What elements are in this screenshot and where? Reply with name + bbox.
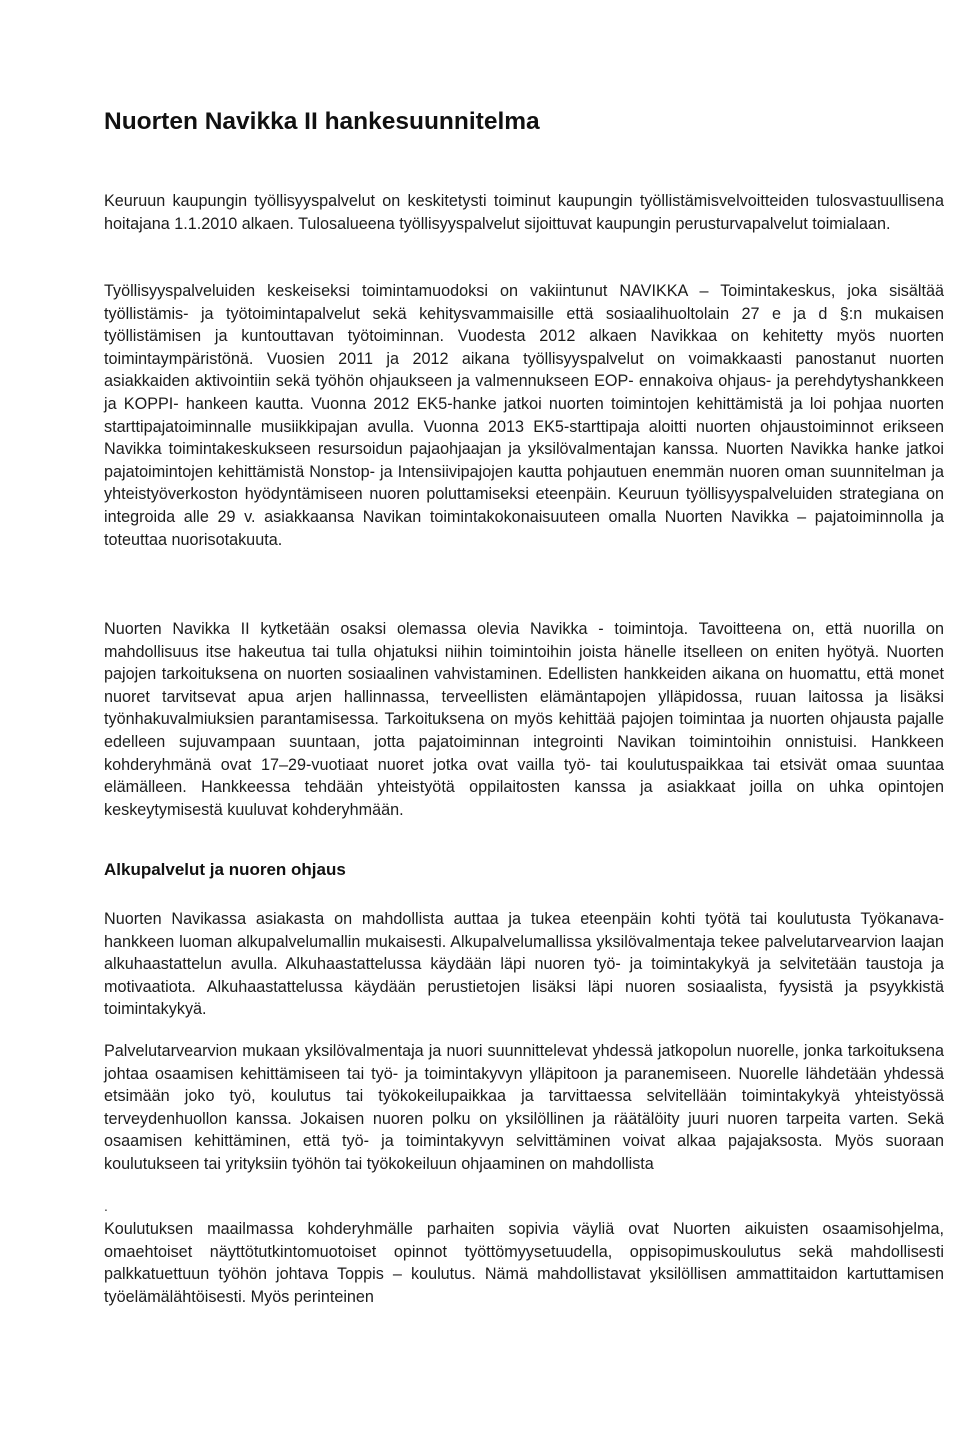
initial-services-paragraph: Nuorten Navikassa asiakasta on mahdollista auttaa ja tukea eteenpäin kohti työtä tai koulutusta Työkanava-hankkeen luoman alkupalvelumallin mukaisesti. Alkupalvelumallissa yksilövalmentaja tekee palvelutarvearvion laajan alkuhaastattelun avulla. Alkuhaastattelussa käydään läpi nuoren työ- ja toimintakykyä ja selvitetään taustoja ja motivaatiota. Alkuhaastattelussa käydään perustietojen lisäksi läpi nuoren sosiaalista, fyysistä ja psyykkistä toimintakykyä. bbox=[104, 910, 944, 1019]
navikka-background-paragraph: Työllisyyspalveluiden keskeiseksi toimintamuodoksi on vakiintunut NAVIKKA – Toimintakeskus, joka sisältää työllistämis- ja työtoimintapalvelut sekä kehitysvammaisille että sosiaalihuoltolain 27 e ja d §:n mukaisen työllistämisen ja kuntouttavan työtoiminnan. Vuodesta 2012 alkaen Navikkaa on kehitetty myös nuorten toimintaympäristönä. Vuosien 2011 ja 2012 aikana työllisyyspalvelut on voimakkaasti panostanut nuorten asiakkaiden aktivointiin sekä työhön ohjaukseen ja valmennukseen EOP- ennakoiva ohjaus- ja perehdytyshankkeen ja KOPPI- hankeen kautta. Vuonna 2012 EK5-hanke jatkoi nuorten toimintojen kehittämistä ja loi pohjaa nuorten starttipajatoiminnalle musiikkipajan avulla. Vuonna 2013 EK5-starttipaja aloitti nuorten ohjaustoiminnot erikseen Navikka toimintakeskukseen resursoidun pajaohjaajan ja yksilövalmentajan kanssa. Nuorten Navikka hanke jatkoi pajatoimintojen kehittämistä Nonstop- ja Intensiivipajojen kautta pohjautuen enemmän nuoren oman suunnitelman ja yhteistyöverkoston hyödyntämiseen nuoren poluttamiseksi eteenpäin. Keuruun työllisyyspalveluiden strategiana on integroida alle 29 v. asiakkaansa Navikan toimintakokonaisuuteen omalla Nuorten Navikka – pajatoiminnolla ja toteuttaa nuorisotakuuta. bbox=[104, 282, 944, 549]
section-heading: Alkupalvelut ja nuoren ohjaus bbox=[104, 860, 346, 879]
education-paths-paragraph: Koulutuksen maailmassa kohderyhmälle parhaiten sopivia väyliä ovat Nuorten aikuisten osaamisohjelma, omaehtoiset näyttötutkintomuotoiset opinnot työttömyysetuudella, oppisopimuskoulutus sekä mahdollisesti palkkatuettuun työhön johtava Toppis – koulutus. Nämä mahdollistavat yksilöllisen ammattitaidon kartuttamisen työelämälähtöisesti. Myös perinteinen bbox=[104, 1220, 944, 1306]
stray-mark: . bbox=[104, 1198, 108, 1214]
document-title: Nuorten Navikka II hankesuunnitelma bbox=[104, 108, 540, 135]
intro-paragraph: Keuruun kaupungin työllisyyspalvelut on keskitetysti toiminut kaupungin työllistämisvelvoitteiden tulosvastuullisena hoitajana 1.1.2010 alkaen. Tulosalueena työllisyyspalvelut sijoittuvat kaupungin perusturvapalvelut toimialaan. bbox=[104, 192, 944, 233]
project-goals-paragraph: Nuorten Navikka II kytketään osaksi olemassa olevia Navikka - toimintoja. Tavoitteena on, että nuorilla on mahdollisuus itse hakeutua tai tulla ohjatuksi niihin toimintoihin joista hänelle itselleen on eniten hyötyä. Nuorten pajojen tarkoituksena on nuorten sosiaalinen vahvistaminen. Edellisten hankkeiden aikana on huomattu, että monet nuoret tarvitsevat apua arjen hallinnassa, terveellisten elämäntapojen ylläpidossa, ruuan laitossa ja lisäksi työnhakuvalmiuksien parantamisessa. Tarkoituksena on myös kehittää pajojen toimintaa ja nuorten ohjausta pajalle edelleen sujuvampaan suuntaan, jotta pajatoiminnan integrointi Navikan toimintoihin onnistuisi. Hankkeen kohderyhmänä ovat 17–29-vuotiaat nuoret jotka ovat vailla työ- tai koulutuspaikkaa tai etsivät omaa suuntaa elämälleen. Hankkeessa tehdään yhteistyötä oppilaitosten kanssa ja asiakkaat joilla on uhka opintojen keskeytymisestä kuuluvat kohderyhmään. bbox=[104, 620, 944, 819]
service-needs-paragraph: Palvelutarvearvion mukaan yksilövalmentaja ja nuori suunnittelevat yhdessä jatkopolun nuorelle, jonka tarkoituksena johtaa osaamisen kehittämiseen tai työ- ja toimintakyvyn ylläpitoon ja paranemiseen. Nuorelle lähdetään yhdessä etsimään joko työ, koulutus tai työkokeilupaikkaa ja tarvittaessa selvitellään toimintakykyä yhteistyössä terveydenhuollon kanssa. Jokaisen nuoren polku on yksilöllinen ja räätälöity juuri nuoren tarpeita varten. Sekä osaamisen kehittäminen, että työ- ja toimintakyvyn selvittäminen voivat alkaa pajajaksosta. Myös suoraan koulutukseen tai yrityksiin työhön tai työkokeiluun ohjaaminen on mahdollista bbox=[104, 1042, 944, 1173]
